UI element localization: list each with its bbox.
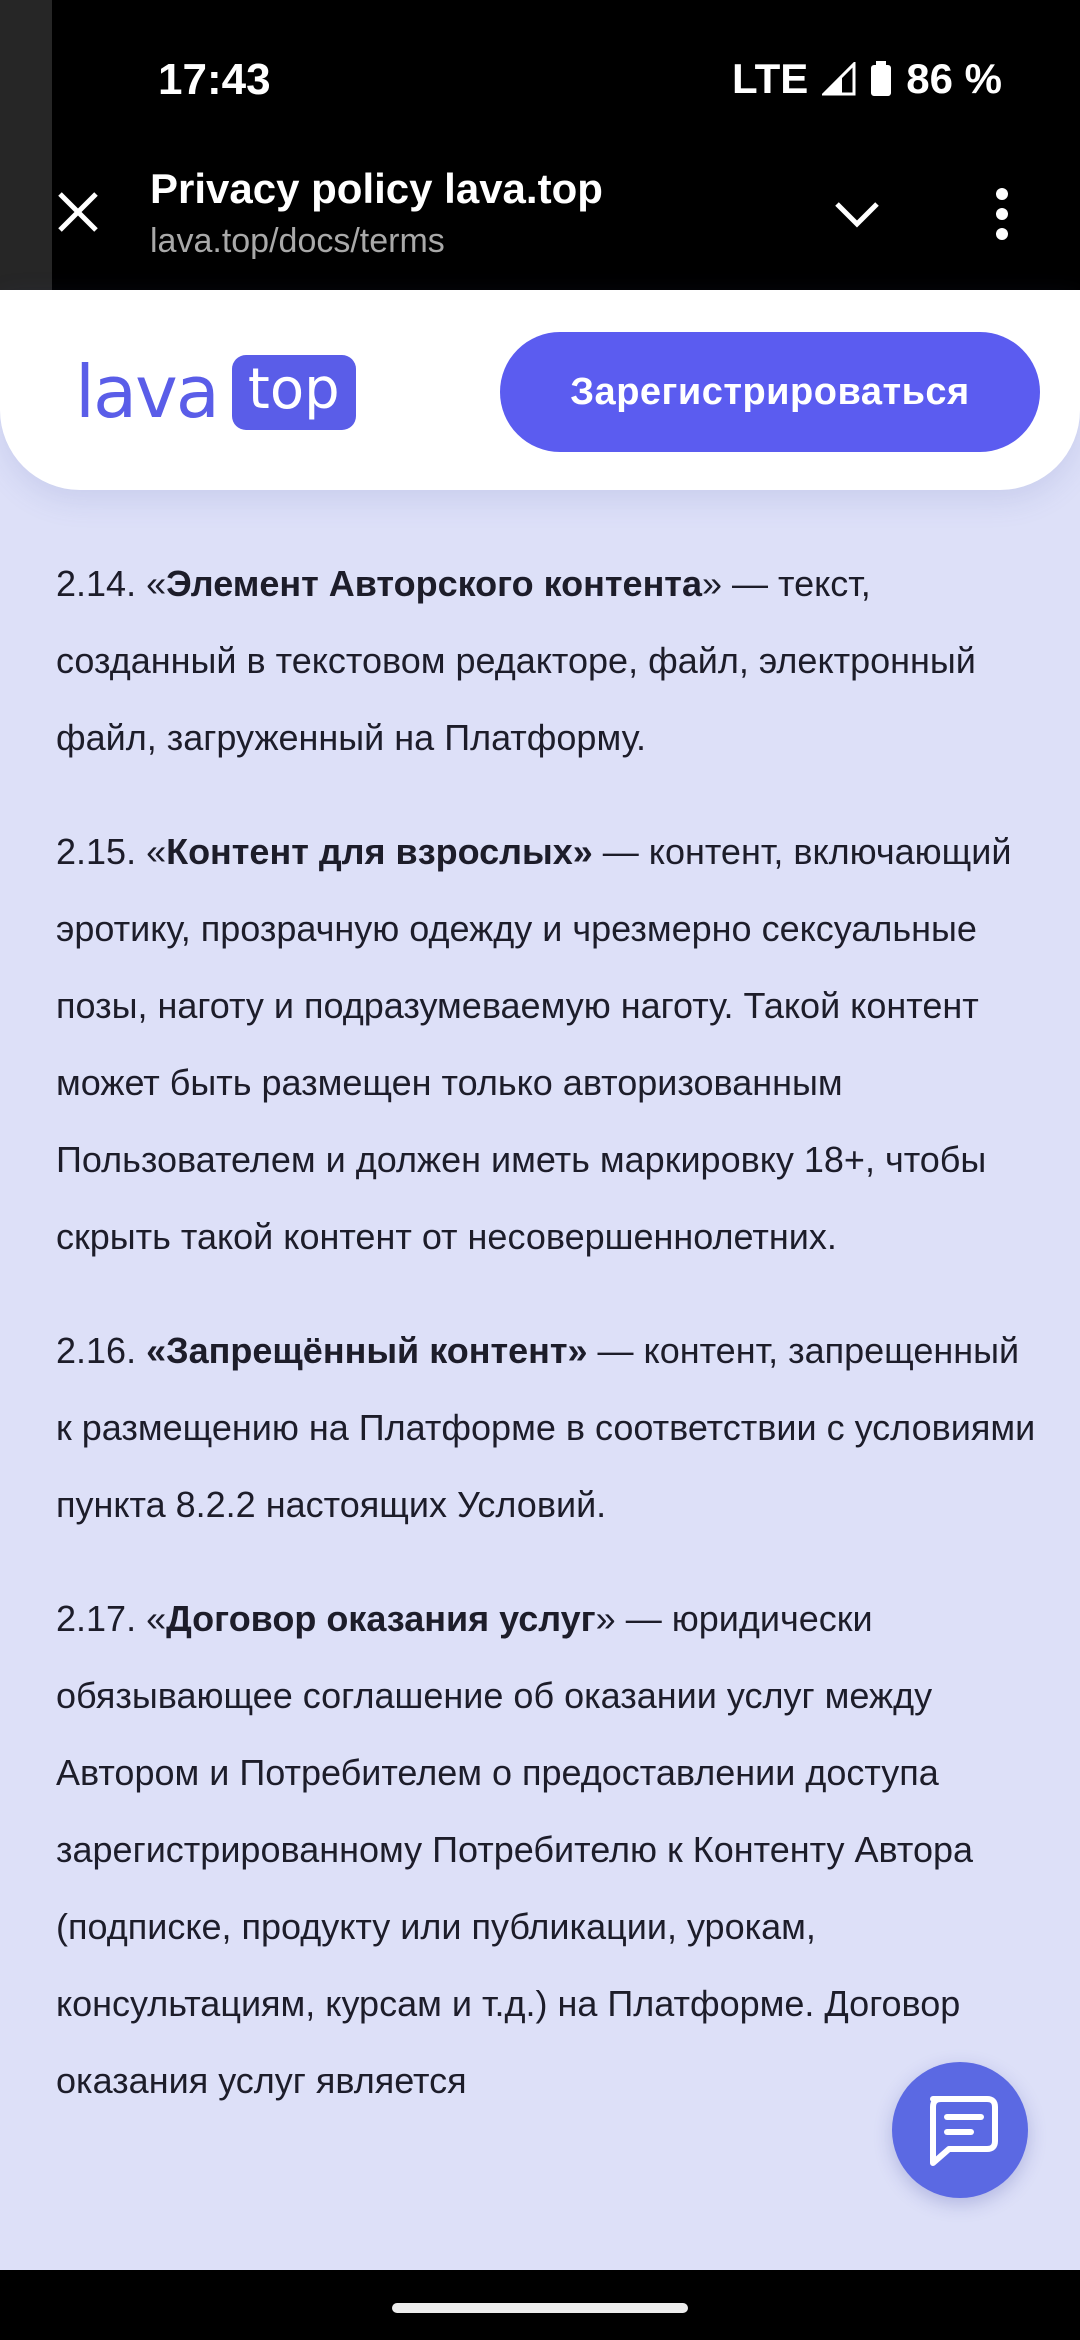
para-term: Договор оказания услуг — [166, 1598, 596, 1639]
para-number: 2.15. « — [56, 831, 167, 872]
para-number: 2.16. — [56, 1330, 147, 1371]
terms-content — [56, 545, 1036, 2156]
chat-support-button[interactable] — [892, 2062, 1028, 2198]
para-text: — контент, включающий эротику, прозрачную одежду и чрезмерно сексуальные позы, наготу и подразумеваемую наготу. Такой контент может быть размещен только авторизованным Пользователем и должен иметь маркировку 18+, чтобы скрыть такой контент от несовершеннолетних. — [56, 831, 1012, 1257]
signal-icon — [822, 62, 856, 96]
logo-word: lava — [75, 350, 218, 434]
close-icon[interactable] — [52, 190, 100, 234]
left-edge-strip — [0, 0, 52, 290]
paragraph-2-16 — [56, 1312, 1036, 1543]
para-term: «Запрещённый контент» — [146, 1330, 588, 1371]
chevron-down-icon[interactable] — [832, 196, 882, 232]
para-text: » — юридически обязывающее соглашение об оказании услуг между Автором и Потребителем о предоставлении доступа зарегистрированному Потребителю к Контенту Автора (подписке, продукту или публикации, урокам, консультациям, курсам и т.д.) на Платформе. Договор оказания услуг является — [56, 1598, 974, 2101]
para-term: Контент для взрослых» — [166, 831, 593, 872]
battery-icon — [870, 61, 892, 97]
para-text: » — текст, созданный в текстовом редакторе, файл, электронный файл, загруженный на Платформу. — [56, 563, 976, 758]
paragraph-2-15 — [56, 813, 1036, 1275]
tab-title: Privacy policy lava.top — [150, 165, 603, 212]
paragraph-2-17 — [56, 1580, 1036, 2119]
status-bar — [0, 0, 1080, 160]
paragraph-2-14 — [56, 545, 1036, 776]
status-time: 17:43 — [158, 55, 271, 104]
network-label: LTE — [732, 55, 809, 102]
battery-percent: 86 % — [906, 55, 1002, 102]
register-button[interactable]: Зарегистрироваться — [500, 332, 1040, 452]
chat-icon — [919, 2089, 1001, 2171]
logo-badge: top — [232, 355, 356, 430]
more-vert-icon[interactable] — [992, 188, 1012, 240]
custom-tab-bar — [52, 160, 1080, 290]
tab-url: lava.top/docs/terms — [150, 222, 445, 260]
para-text: — контент, запрещенный к размещению на Платформе в соответствии с условиями пункта 8.2.2 настоящих Условий. — [56, 1330, 1036, 1525]
site-header — [0, 290, 1080, 490]
status-indicators — [732, 55, 1002, 103]
lava-top-logo[interactable] — [75, 350, 356, 434]
para-number: 2.17. « — [56, 1598, 167, 1639]
para-number: 2.14. « — [56, 563, 167, 604]
home-indicator[interactable] — [392, 2303, 688, 2313]
para-term: Элемент Авторского контента — [166, 563, 702, 604]
